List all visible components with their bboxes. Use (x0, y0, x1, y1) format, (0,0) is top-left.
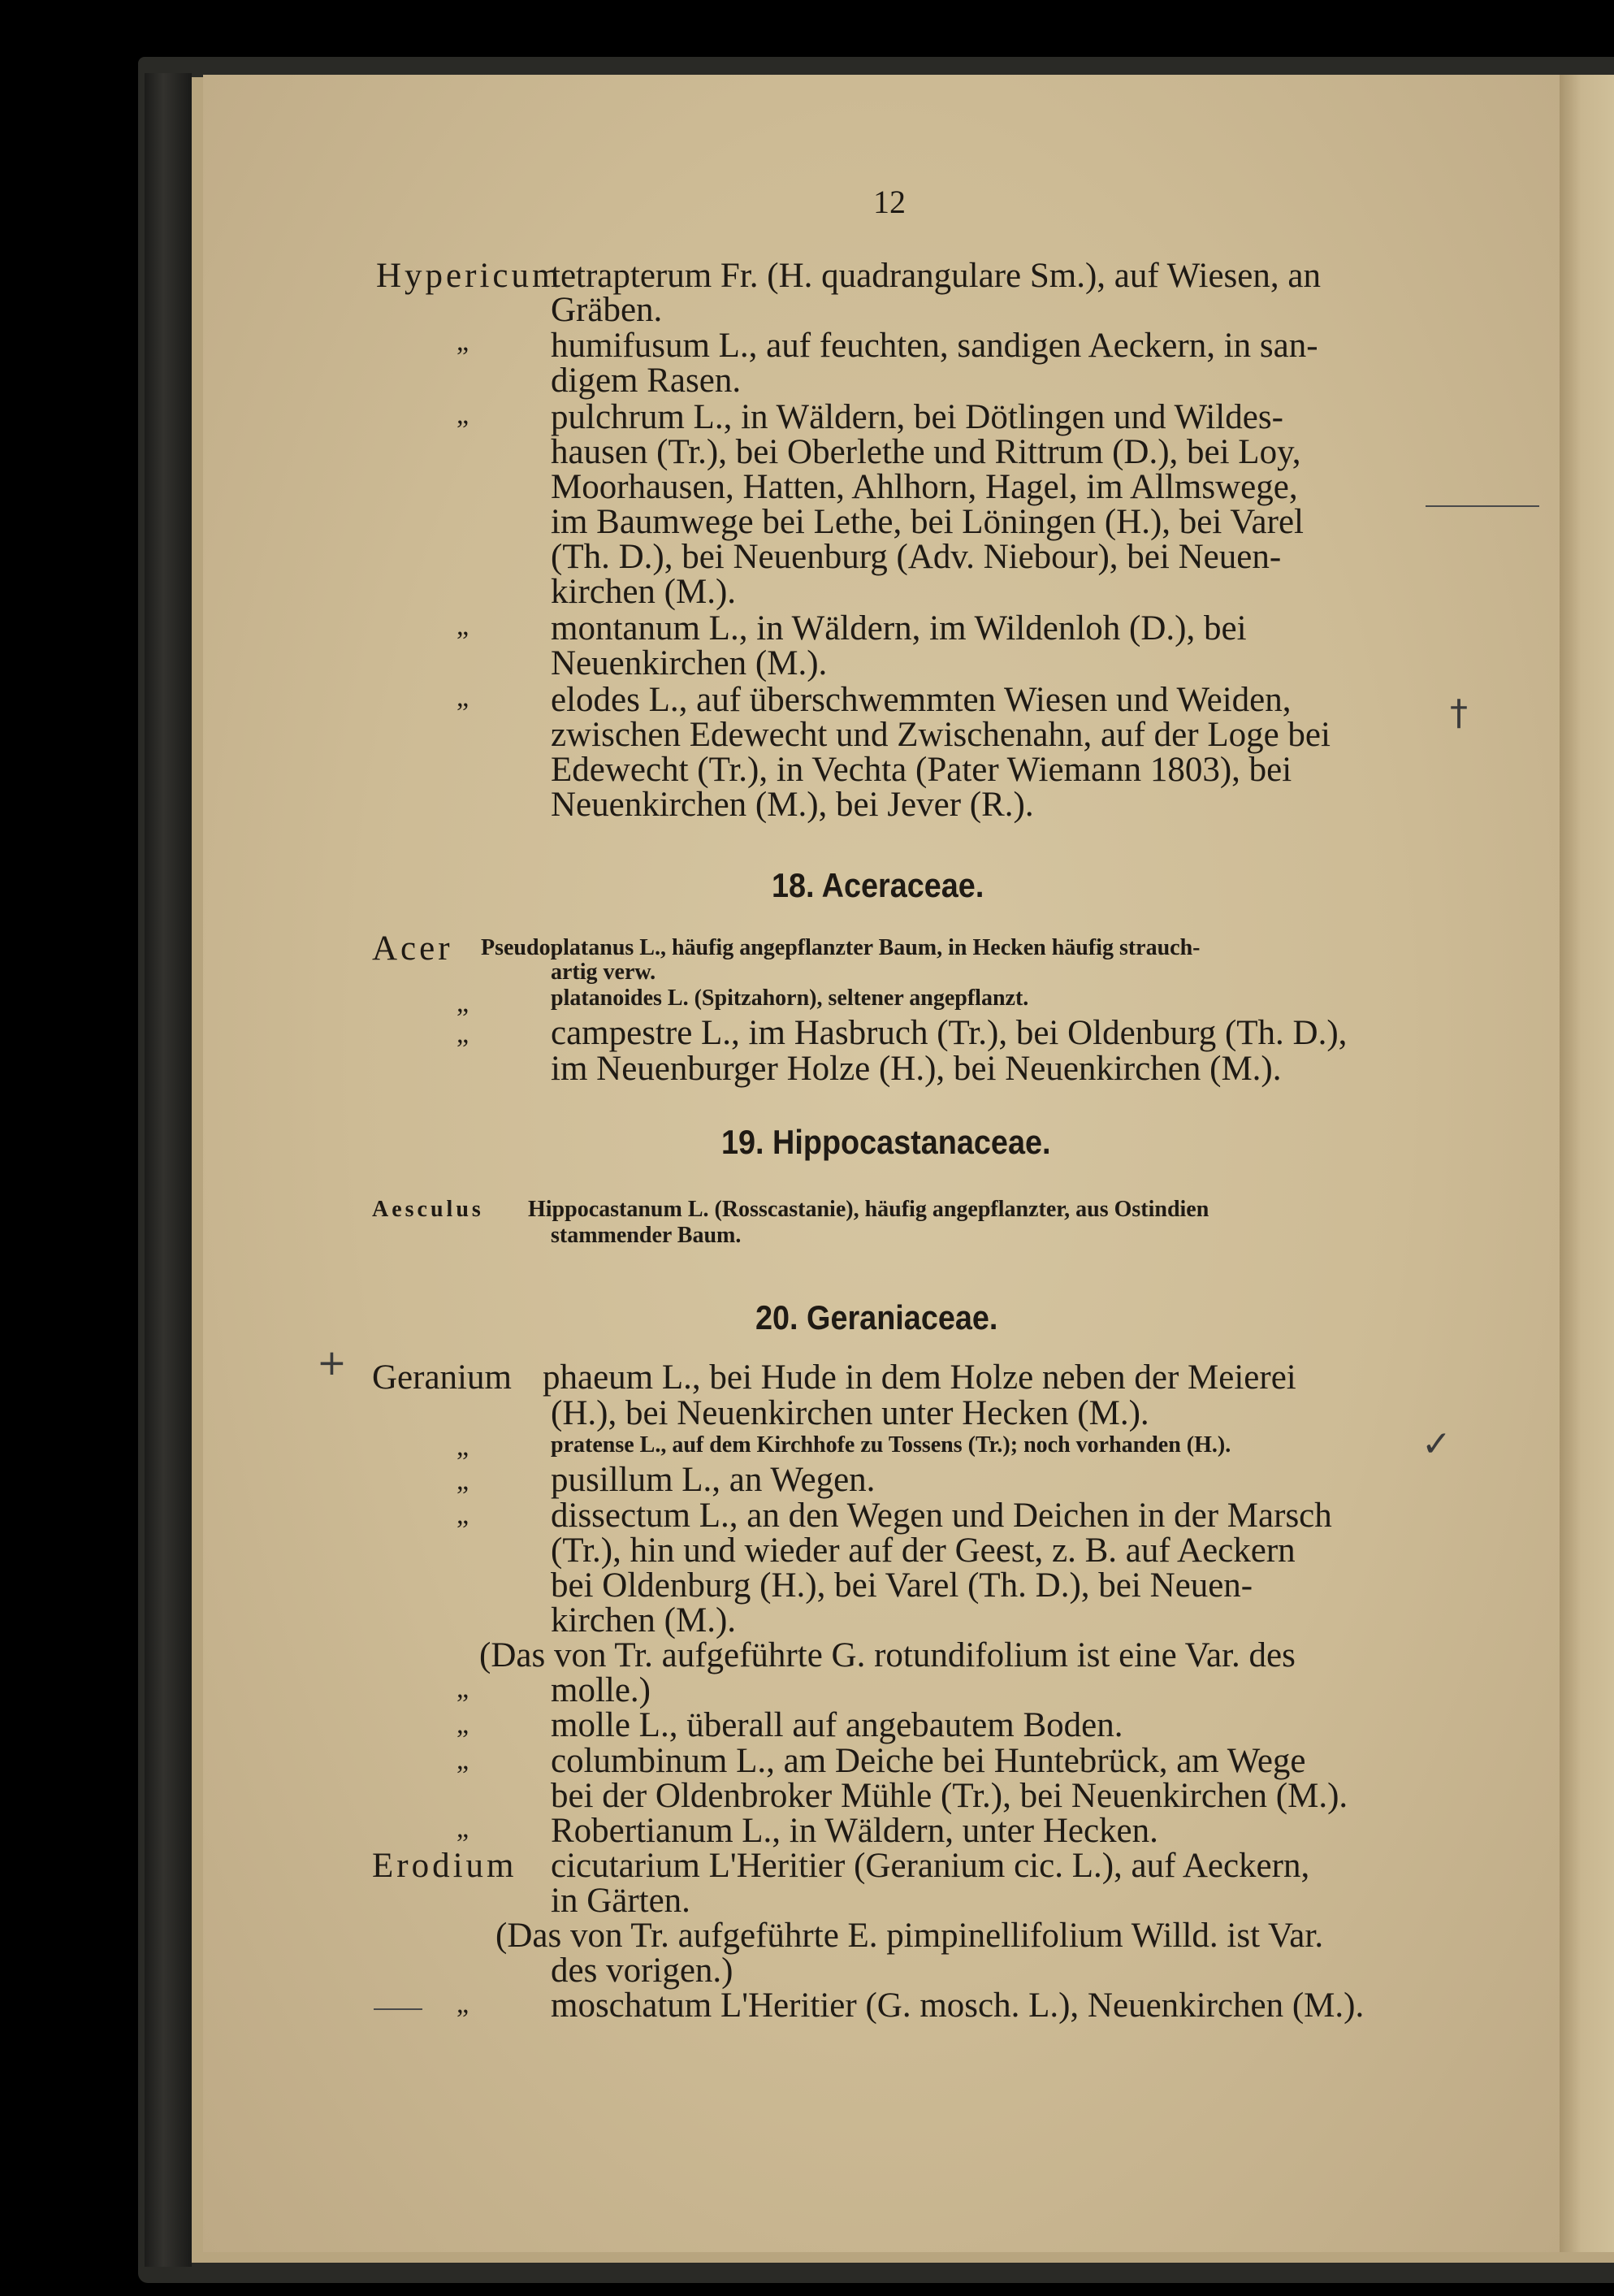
ditto-mark: „ (457, 400, 469, 430)
ditto-mark: „ (457, 1019, 469, 1049)
text-line: im Baumwege bei Lethe, bei Löningen (H.), bei Varel (551, 503, 1304, 541)
ditto-mark: „ (457, 682, 469, 713)
text-line: des vorigen.) (551, 1952, 733, 1990)
ditto-mark: „ (457, 1989, 469, 2019)
text-line: humifusum L., auf feuchten, sandigen Aeckern, in san- (551, 327, 1318, 365)
text-line: digem Rasen. (551, 362, 742, 400)
text-line: molle L., überall auf angebautem Boden. (551, 1706, 1123, 1744)
text-line: Pseudoplatanus L., häufig angepflanzter Baum, in Hecken häufig strauch- (481, 935, 1201, 960)
text-line: Gräben. (551, 291, 663, 329)
facing-page-edge (1560, 75, 1614, 2252)
ditto-mark: „ (457, 1466, 469, 1496)
text-line: im Neuenburger Holze (H.), bei Neuenkirchen (M.). (551, 1050, 1282, 1088)
book-spine (145, 73, 192, 2267)
text-line: (Tr.), hin und wieder auf der Geest, z. B. auf Aeckern (551, 1531, 1296, 1570)
text-line: Neuenkirchen (M.), bei Jever (R.). (551, 786, 1034, 824)
genus-geranium: Geranium (372, 1358, 512, 1397)
text-line: hausen (Tr.), bei Oberlethe und Rittrum (D.), bei Loy, (551, 433, 1301, 471)
genus-hypericum: Hypericum (376, 257, 563, 295)
ditto-mark: „ (457, 1674, 469, 1704)
text-line: phaeum L., bei Hude in dem Holze neben der Meierei (543, 1358, 1296, 1397)
genus-aesculus: Aesculus (372, 1197, 484, 1222)
text-line: kirchen (M.). (551, 1601, 737, 1640)
text-line: pusillum L., an Wegen. (551, 1461, 876, 1499)
ditto-mark: „ (457, 327, 469, 357)
text-line: (Das von Tr. aufgeführte G. rotundifolium ist eine Var. des (479, 1636, 1296, 1674)
text-line: zwischen Edewecht und Zwischenahn, auf der Loge bei (551, 716, 1331, 754)
text-line: molle.) (551, 1671, 651, 1709)
text-line: Neuenkirchen (M.). (551, 644, 828, 682)
text-line: columbinum L., am Deiche bei Huntebrück, am Wege (551, 1742, 1306, 1780)
pencil-check-mark: ✓ (1421, 1423, 1452, 1465)
ditto-mark: „ (457, 1813, 469, 1843)
text-line: elodes L., auf überschwemmten Wiesen und Weiden, (551, 681, 1292, 719)
pencil-margin-line (1426, 505, 1539, 507)
ditto-mark: „ (457, 988, 469, 1018)
pencil-margin-line (374, 2008, 422, 2010)
ditto-mark: „ (457, 1432, 469, 1462)
pencil-plus-mark: + (317, 1342, 347, 1384)
genus-erodium: Erodium (372, 1847, 517, 1885)
text-line: Robertianum L., in Wäldern, unter Hecken. (551, 1812, 1158, 1850)
genus-acer: Acer (372, 929, 453, 968)
text-line: pulchrum L., in Wäldern, bei Dötlingen und Wildes- (551, 398, 1283, 436)
text-line: (Das von Tr. aufgeführte E. pimpinellifolium Willd. ist Var. (495, 1917, 1324, 1955)
ditto-mark: „ (457, 611, 469, 641)
text-line: moschatum L'Heritier (G. mosch. L.), Neuenkirchen (M.). (551, 1986, 1365, 2025)
text-line: (Th. D.), bei Neuenburg (Adv. Niebour), bei Neuen- (551, 538, 1282, 576)
section-heading-geraniaceae: 20. Geraniaceae. (755, 1298, 998, 1336)
ditto-mark: „ (457, 1745, 469, 1775)
text-line: kirchen (M.). (551, 573, 737, 611)
ditto-mark: „ (457, 1500, 469, 1530)
text-line: dissectum L., an den Wegen und Deichen in der Marsch (551, 1497, 1332, 1535)
text-line: tetrapterum Fr. (H. quadrangulare Sm.), auf Wiesen, an (551, 257, 1321, 295)
section-heading-hippocastanaceae: 19. Hippocastanaceae. (721, 1123, 1051, 1161)
text-line: montanum L., in Wäldern, im Wildenloh (D.), bei (551, 609, 1247, 648)
text-line: pratense L., auf dem Kirchhofe zu Tossens (Tr.); noch vorhanden (H.). (551, 1432, 1231, 1458)
text-line: cicutarium L'Heritier (Geranium cic. L.), auf Aeckern, (551, 1847, 1310, 1885)
ditto-mark: „ (457, 1709, 469, 1739)
book-page (203, 75, 1560, 2252)
text-line: in Gärten. (551, 1882, 690, 1920)
text-line: artig verw. (551, 960, 656, 985)
section-heading-aceraceae: 18. Aceraceae. (772, 866, 984, 904)
text-line: Edewecht (Tr.), in Vechta (Pater Wiemann 1803), bei (551, 751, 1292, 789)
pencil-dagger-mark: † (1450, 692, 1468, 734)
text-line: stammender Baum. (551, 1223, 742, 1248)
text-line: Hippocastanum L. (Rosscastanie), häufig angepflanzter, aus Ostindien (528, 1197, 1209, 1222)
text-line: bei Oldenburg (H.), bei Varel (Th. D.), bei Neuen- (551, 1566, 1253, 1605)
text-line: platanoides L. (Spitzahorn), seltener angepflanzt. (551, 986, 1029, 1011)
text-line: (H.), bei Neuenkirchen unter Hecken (M.). (551, 1394, 1149, 1432)
page-number: 12 (873, 184, 906, 220)
text-line: campestre L., im Hasbruch (Tr.), bei Oldenburg (Th. D.), (551, 1014, 1348, 1052)
text-line: bei der Oldenbroker Mühle (Tr.), bei Neuenkirchen (M.). (551, 1777, 1348, 1815)
text-line: Moorhausen, Hatten, Ahlhorn, Hagel, im Allmswege, (551, 468, 1298, 506)
